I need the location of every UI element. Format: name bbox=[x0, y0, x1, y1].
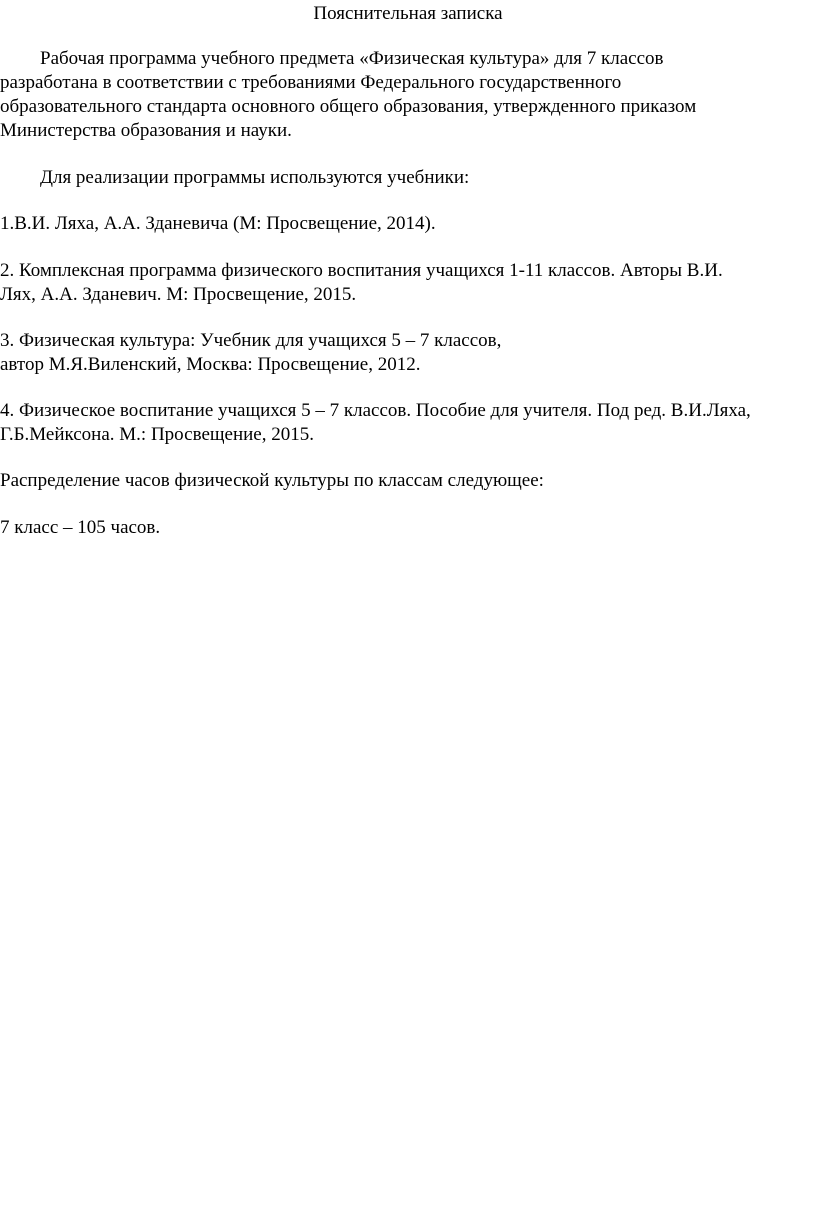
hours-heading: Распределение часов физической культуры по классам следующее: bbox=[0, 470, 544, 491]
intro-paragraph bbox=[0, 47, 812, 143]
hours-value: 7 класс – 105 часов. bbox=[0, 517, 161, 538]
textbook-item-3 bbox=[0, 329, 812, 377]
intro-line: образовательного стандарта основного общего образования, утвержденного приказом bbox=[0, 96, 697, 117]
textbook-item-1 bbox=[0, 212, 812, 236]
textbooks-heading: Для реализации программы используются учебники: bbox=[40, 167, 470, 188]
textbook-line: 4. Физическое воспитание учащихся 5 – 7 классов. Пособие для учителя. Под ред. В.И.Ляха, bbox=[0, 400, 751, 421]
intro-line: разработана в соответствии с требованиями Федерального государственного bbox=[0, 72, 622, 93]
intro-line: Министерства образования и науки. bbox=[0, 120, 292, 141]
textbook-line: 3. Физическая культура: Учебник для учащихся 5 – 7 классов, bbox=[0, 330, 502, 351]
textbook-line: 1.В.И. Ляха, А.А. Зданевича (М: Просвещение, 2014). bbox=[0, 213, 436, 234]
textbook-item-4 bbox=[0, 399, 812, 447]
document-title: Пояснительная записка bbox=[313, 3, 503, 24]
textbook-line: 2. Комплексная программа физического воспитания учащихся 1-11 классов. Авторы В.И. bbox=[0, 260, 723, 281]
intro-line: Рабочая программа учебного предмета «Физическая культура» для 7 классов bbox=[40, 48, 664, 69]
textbook-line: Лях, А.А. Зданевич. М: Просвещение, 2015. bbox=[0, 284, 357, 305]
textbook-item-2 bbox=[0, 259, 812, 307]
textbook-line: автор М.Я.Виленский, Москва: Просвещение, 2012. bbox=[0, 354, 421, 375]
textbook-line: Г.Б.Мейксона. М.: Просвещение, 2015. bbox=[0, 424, 314, 445]
